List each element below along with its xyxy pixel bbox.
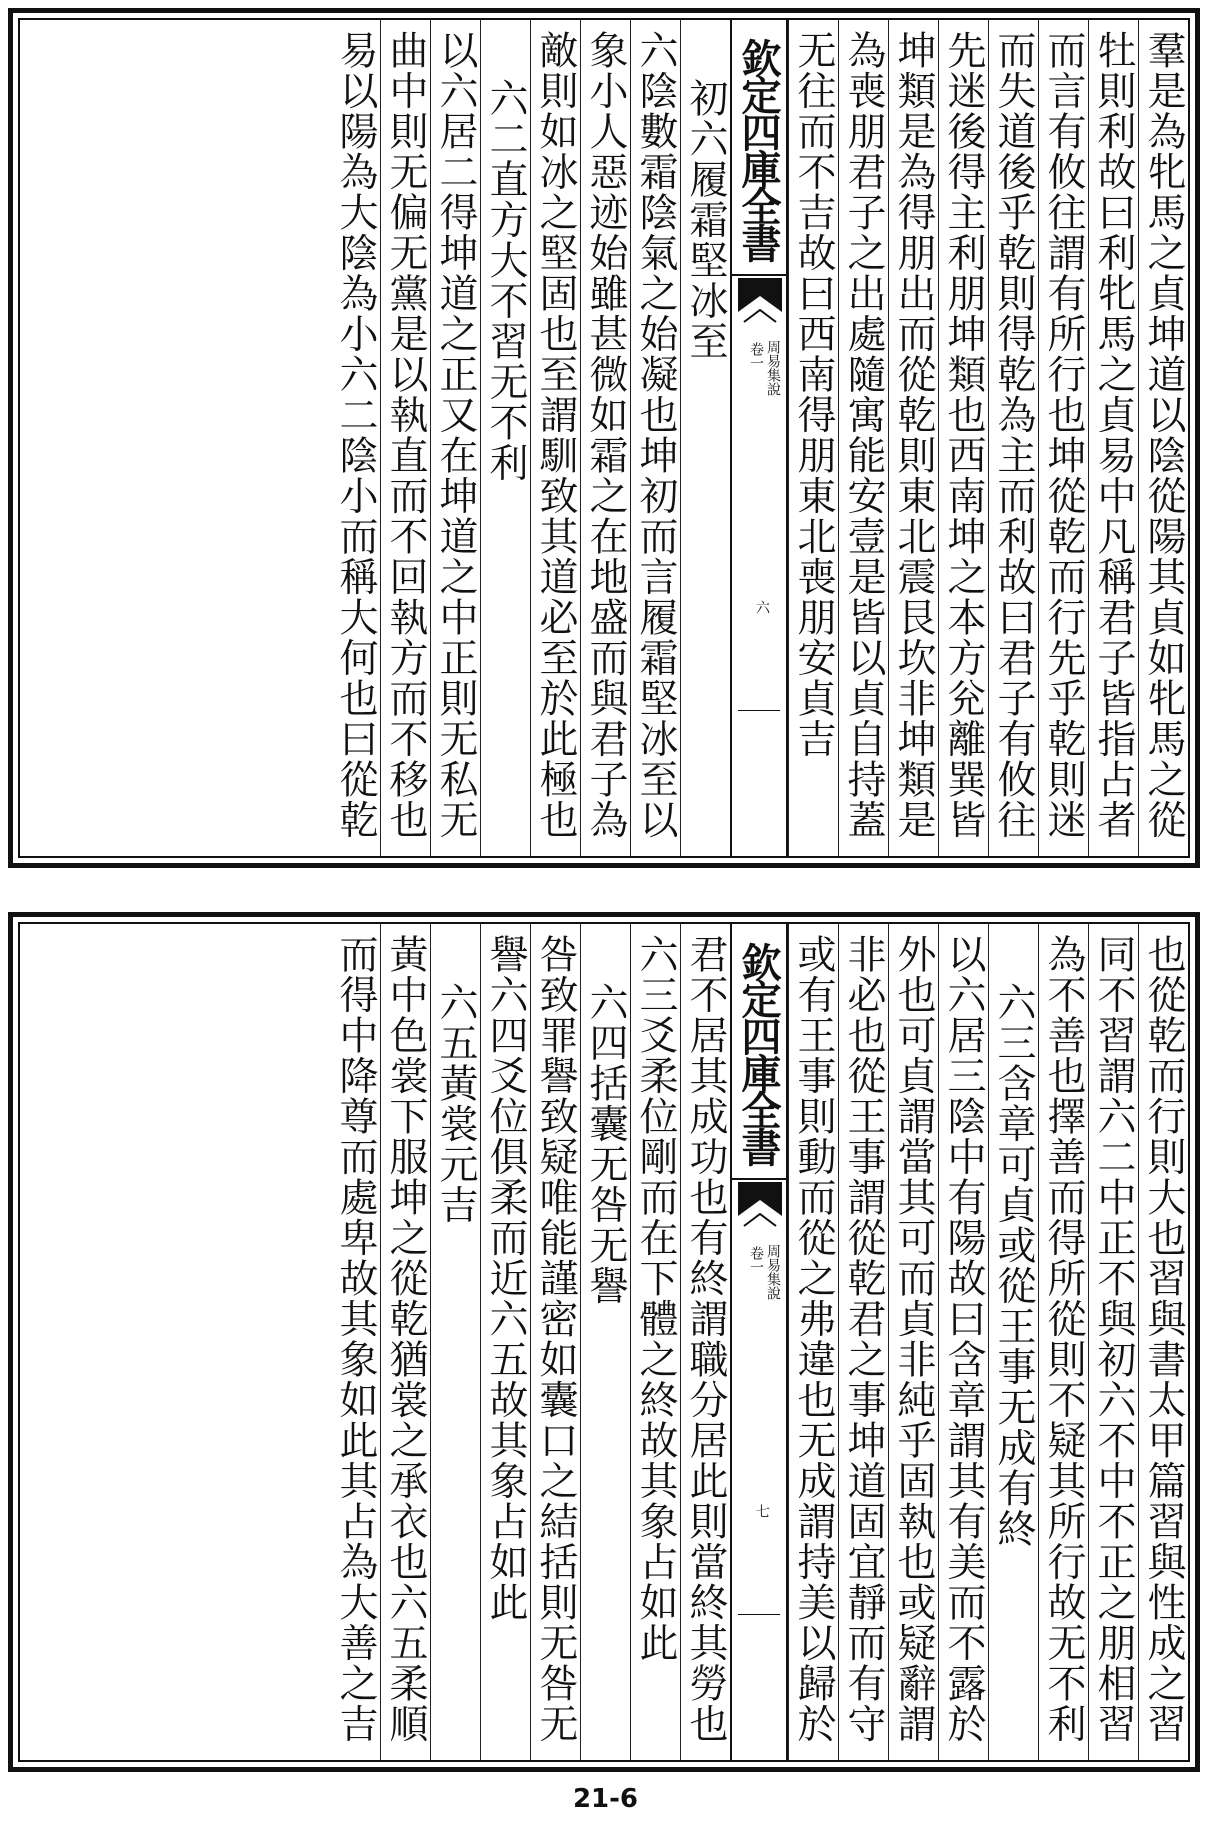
- spine-book-name: 周易集說: [765, 340, 781, 396]
- bottom-page-frame: [18, 922, 1190, 1762]
- text-column: [330, 924, 380, 1760]
- text-column: [680, 20, 730, 856]
- column-text: 君不居其成功也有終謂職分居此則當終其勞也: [683, 934, 728, 1744]
- column-text: 咎致罪譽致疑唯能謹密如囊口之結括則无咎无: [533, 934, 578, 1744]
- text-column: [1088, 20, 1138, 856]
- text-column: [530, 20, 580, 856]
- text-column: [1138, 20, 1188, 856]
- column-text: 黃中色裳下服坤之從乾猶裳之承衣也六五柔順: [383, 934, 428, 1744]
- text-column: [938, 924, 988, 1760]
- top-page: [8, 8, 1200, 868]
- text-column: [788, 20, 838, 856]
- column-text: 初六履霜堅冰至: [683, 78, 728, 362]
- column-text: 六三含章可貞或從王事无成有終: [991, 982, 1036, 1549]
- column-text: 也從乾而行則大也習與書太甲篇習與性成之習: [1141, 934, 1186, 1744]
- column-text: 而失道後乎乾則得乾為主而利故曰君子有攸往: [991, 30, 1036, 840]
- column-text: 敵則如冰之堅固也至謂馴致其道必至於此極也: [533, 30, 578, 840]
- column-text: 六陰數霜陰氣之始凝也坤初而言履霜堅冰至以: [633, 30, 678, 840]
- spine-title: 欽定四庫全書: [732, 24, 786, 276]
- center-spine: [730, 924, 788, 1760]
- column-text: 牡則利故曰利牝馬之貞易中凡稱君子皆指占者: [1091, 30, 1136, 840]
- fish-tail-mark-icon: [738, 278, 782, 338]
- text-column: [380, 20, 430, 856]
- spine-rule: [738, 710, 780, 711]
- text-column: [888, 20, 938, 856]
- column-text: 而言有攸往謂有所行也坤從乾而行先乎乾則迷: [1041, 30, 1086, 840]
- fish-tail-mark-icon: [738, 1182, 782, 1242]
- column-text: 六五黃裳元吉: [433, 982, 478, 1225]
- column-text: 譽六四爻位俱柔而近六五故其象占如此: [483, 934, 528, 1623]
- text-column: [430, 20, 480, 856]
- text-column: [1088, 924, 1138, 1760]
- spine-page-number: 七: [754, 1504, 770, 1518]
- column-text: 而得中降尊而處卑故其象如此其占為大善之吉: [333, 934, 378, 1744]
- text-column: [938, 20, 988, 856]
- center-spine: [730, 20, 788, 856]
- column-text: 易以陽為大陰為小六二陰小而稱大何也曰從乾: [333, 30, 378, 840]
- text-column: [1038, 20, 1088, 856]
- page-footer-number: 21-6: [572, 1784, 639, 1814]
- column-text: 同不習謂六二中正不與初六不中不正之朋相習: [1091, 934, 1136, 1744]
- text-column: [580, 924, 630, 1760]
- text-column: [480, 924, 530, 1760]
- column-text: 非必也從王事謂從乾君之事坤道固宜靜而有守: [841, 934, 886, 1744]
- text-column: [630, 20, 680, 856]
- spine-title: 欽定四庫全書: [732, 928, 786, 1180]
- text-column: [838, 20, 888, 856]
- column-text: 以六居三陰中有陽故曰含章謂其有美而不露於: [941, 934, 986, 1744]
- text-column: [430, 924, 480, 1760]
- spine-book-name: 周易集說: [765, 1244, 781, 1300]
- text-column: [988, 20, 1038, 856]
- column-text: 為不善也擇善而得所從則不疑其所行故无不利: [1041, 934, 1086, 1744]
- column-text: 六二直方大不習无不利: [483, 78, 528, 483]
- spine-rule: [738, 1614, 780, 1615]
- column-text: 坤類是為得朋出而從乾則東北震艮坎非坤類是: [891, 30, 936, 840]
- column-text: 或有王事則動而從之弗違也无成謂持美以歸於: [791, 934, 836, 1744]
- column-text: 象小人惡迹始雖甚微如霜之在地盛而與君子為: [583, 30, 628, 840]
- spine-volume: 卷一: [748, 1246, 764, 1274]
- column-text: 无往而不吉故曰西南得朋東北喪朋安貞吉: [791, 30, 836, 759]
- bottom-page: [8, 912, 1200, 1772]
- column-text: 曲中則无偏无黨是以執直而不回執方而不移也: [383, 30, 428, 840]
- spine-volume: 卷一: [748, 342, 764, 370]
- spine-page-number: 六: [754, 600, 770, 614]
- column-text: 六三爻柔位剛而在下體之終故其象占如此: [633, 934, 678, 1663]
- text-column: [788, 924, 838, 1760]
- column-text: 外也可貞謂當其可而貞非純乎固執也或疑辭謂: [891, 934, 936, 1744]
- text-column: [580, 20, 630, 856]
- column-text: 先迷後得主利朋坤類也西南坤之本方兊離巽皆: [941, 30, 986, 840]
- column-text: 以六居二得坤道之正又在坤道之中正則无私无: [433, 30, 478, 840]
- text-column: [630, 924, 680, 1760]
- top-page-frame: [18, 18, 1190, 858]
- text-column: [530, 924, 580, 1760]
- column-text: 六四括囊无咎无譽: [583, 982, 628, 1306]
- column-text: 為喪朋君子之出處隨寓能安壹是皆以貞自持蓋: [841, 30, 886, 840]
- text-column: [330, 20, 380, 856]
- text-column: [480, 20, 530, 856]
- text-column: [680, 924, 730, 1760]
- column-text: 羣是為牝馬之貞坤道以陰從陽其貞如牝馬之從: [1141, 30, 1186, 840]
- text-column: [380, 924, 430, 1760]
- text-column: [888, 924, 938, 1760]
- text-column: [1038, 924, 1088, 1760]
- text-column: [1138, 924, 1188, 1760]
- text-column: [988, 924, 1038, 1760]
- text-column: [838, 924, 888, 1760]
